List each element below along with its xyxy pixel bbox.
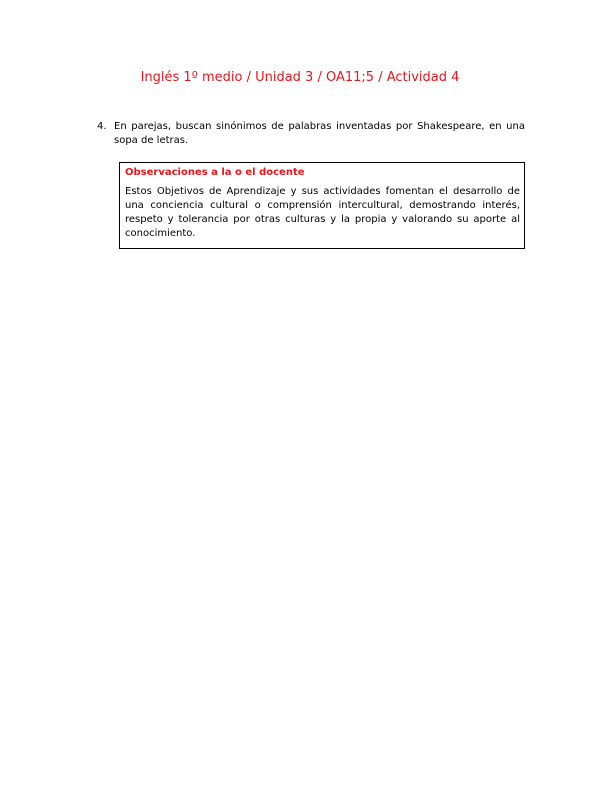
observations-text: Estos Objetivos de Aprendizaje y sus actividades fomentan el desarrollo de una conciencia cultural o comprensión intercultural, demostrando interés, respeto y tolerancia por otras culturas y la propia y valorando su aporte al conocimiento.: [125, 186, 520, 239]
teacher-observations-box: [119, 162, 525, 249]
activity-text: En parejas, buscan sinónimos de palabras inventadas por Shakespeare, en una sopa de letras.: [114, 121, 525, 146]
observations-title: Observaciones a la o el docente: [125, 167, 305, 178]
activity-item: [97, 120, 525, 148]
page-title: Inglés 1º medio / Unidad 3 / OA11;5 / Actividad 4: [140, 70, 460, 85]
activity-number: 4.: [97, 121, 107, 132]
